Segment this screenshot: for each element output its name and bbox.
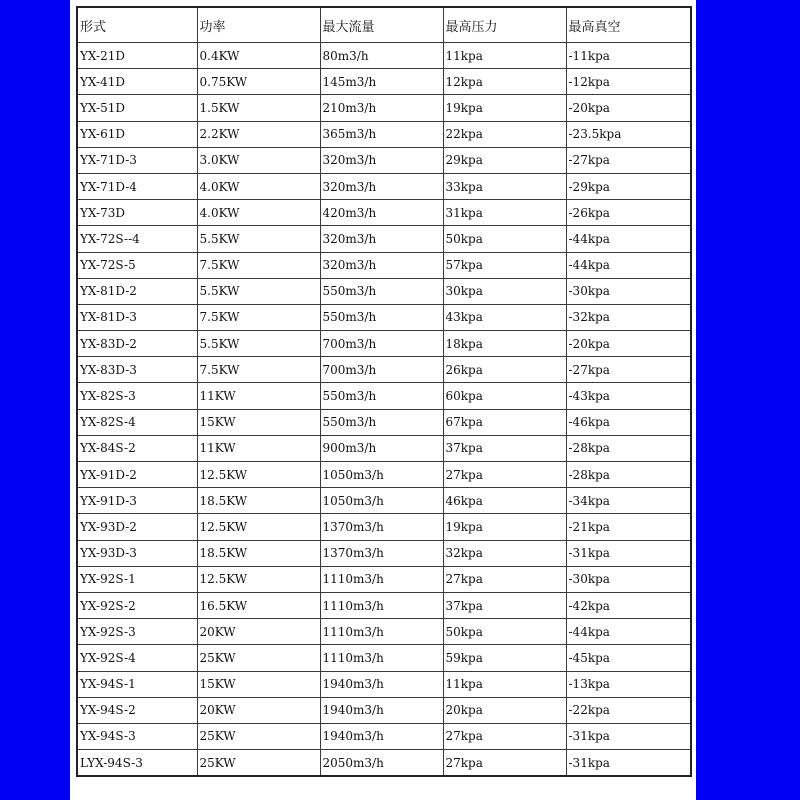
table-row xyxy=(77,619,691,645)
cell-max-pressure: 27kpa xyxy=(443,723,566,749)
table-row xyxy=(77,95,691,121)
cell-power: 25KW xyxy=(197,645,320,671)
cell-max-pressure: 37kpa xyxy=(443,592,566,618)
cell-power: 25KW xyxy=(197,723,320,749)
cell-max-flow: 550m3/h xyxy=(320,278,443,304)
cell-power: 12.5KW xyxy=(197,514,320,540)
cell-max-flow: 550m3/h xyxy=(320,304,443,330)
cell-max-vacuum: -28kpa xyxy=(566,462,691,488)
cell-max-pressure: 27kpa xyxy=(443,566,566,592)
table-row xyxy=(77,409,691,435)
cell-max-vacuum: -28kpa xyxy=(566,435,691,461)
cell-max-vacuum: -44kpa xyxy=(566,226,691,252)
cell-model: YX-83D-2 xyxy=(77,331,197,357)
cell-max-vacuum: -22kpa xyxy=(566,697,691,723)
cell-max-vacuum: -44kpa xyxy=(566,252,691,278)
cell-max-flow: 550m3/h xyxy=(320,409,443,435)
cell-max-pressure: 19kpa xyxy=(443,95,566,121)
table-row xyxy=(77,357,691,383)
cell-max-flow: 145m3/h xyxy=(320,69,443,95)
cell-max-pressure: 33kpa xyxy=(443,173,566,199)
cell-max-pressure: 19kpa xyxy=(443,514,566,540)
cell-model: YX-72S-5 xyxy=(77,252,197,278)
cell-max-pressure: 26kpa xyxy=(443,357,566,383)
cell-power: 0.75KW xyxy=(197,69,320,95)
table-row xyxy=(77,43,691,69)
cell-max-pressure: 37kpa xyxy=(443,435,566,461)
cell-power: 18.5KW xyxy=(197,540,320,566)
cell-model: LYX-94S-3 xyxy=(77,750,197,777)
cell-max-flow: 700m3/h xyxy=(320,331,443,357)
cell-model: YX-82S-3 xyxy=(77,383,197,409)
table-row xyxy=(77,435,691,461)
cell-max-pressure: 57kpa xyxy=(443,252,566,278)
header-model: 形式 xyxy=(77,7,197,43)
cell-max-vacuum: -42kpa xyxy=(566,592,691,618)
cell-power: 5.5KW xyxy=(197,331,320,357)
cell-model: YX-81D-2 xyxy=(77,278,197,304)
table-row xyxy=(77,383,691,409)
cell-power: 2.2KW xyxy=(197,121,320,147)
cell-max-pressure: 11kpa xyxy=(443,43,566,69)
cell-max-vacuum: -44kpa xyxy=(566,619,691,645)
cell-max-vacuum: -21kpa xyxy=(566,514,691,540)
cell-power: 0.4KW xyxy=(197,43,320,69)
cell-max-flow: 1940m3/h xyxy=(320,723,443,749)
cell-model: YX-92S-2 xyxy=(77,592,197,618)
cell-power: 11KW xyxy=(197,435,320,461)
table-row xyxy=(77,540,691,566)
header-row xyxy=(77,7,691,43)
cell-model: YX-91D-3 xyxy=(77,488,197,514)
header-max-pressure: 最高压力 xyxy=(443,7,566,43)
cell-max-vacuum: -32kpa xyxy=(566,304,691,330)
cell-max-vacuum: -30kpa xyxy=(566,566,691,592)
cell-model: YX-93D-2 xyxy=(77,514,197,540)
cell-power: 20KW xyxy=(197,697,320,723)
table-row xyxy=(77,645,691,671)
cell-power: 5.5KW xyxy=(197,278,320,304)
cell-max-flow: 1940m3/h xyxy=(320,697,443,723)
cell-max-vacuum: -43kpa xyxy=(566,383,691,409)
cell-max-flow: 320m3/h xyxy=(320,147,443,173)
cell-model: YX-41D xyxy=(77,69,197,95)
cell-max-flow: 1050m3/h xyxy=(320,462,443,488)
cell-power: 20KW xyxy=(197,619,320,645)
table-row xyxy=(77,226,691,252)
cell-max-flow: 550m3/h xyxy=(320,383,443,409)
header-power: 功率 xyxy=(197,7,320,43)
cell-max-pressure: 22kpa xyxy=(443,121,566,147)
cell-max-vacuum: -26kpa xyxy=(566,200,691,226)
cell-model: YX-92S-1 xyxy=(77,566,197,592)
cell-model: YX-83D-3 xyxy=(77,357,197,383)
cell-power: 5.5KW xyxy=(197,226,320,252)
cell-max-vacuum: -34kpa xyxy=(566,488,691,514)
cell-max-pressure: 46kpa xyxy=(443,488,566,514)
cell-max-pressure: 50kpa xyxy=(443,619,566,645)
table-row xyxy=(77,723,691,749)
cell-max-flow: 900m3/h xyxy=(320,435,443,461)
cell-max-flow: 320m3/h xyxy=(320,252,443,278)
cell-model: YX-61D xyxy=(77,121,197,147)
cell-max-pressure: 18kpa xyxy=(443,331,566,357)
table-row xyxy=(77,121,691,147)
cell-model: YX-72S--4 xyxy=(77,226,197,252)
cell-power: 1.5KW xyxy=(197,95,320,121)
cell-model: YX-82S-4 xyxy=(77,409,197,435)
cell-power: 16.5KW xyxy=(197,592,320,618)
table-row xyxy=(77,488,691,514)
table-row xyxy=(77,462,691,488)
cell-max-pressure: 12kpa xyxy=(443,69,566,95)
cell-power: 12.5KW xyxy=(197,462,320,488)
cell-max-flow: 320m3/h xyxy=(320,173,443,199)
cell-max-flow: 2050m3/h xyxy=(320,750,443,777)
cell-model: YX-21D xyxy=(77,43,197,69)
cell-power: 4.0KW xyxy=(197,173,320,199)
table-row xyxy=(77,147,691,173)
cell-power: 7.5KW xyxy=(197,252,320,278)
cell-model: YX-71D-3 xyxy=(77,147,197,173)
spec-sheet xyxy=(70,0,696,800)
cell-max-pressure: 29kpa xyxy=(443,147,566,173)
cell-model: YX-92S-3 xyxy=(77,619,197,645)
cell-model: YX-73D xyxy=(77,200,197,226)
table-row xyxy=(77,331,691,357)
cell-max-flow: 1050m3/h xyxy=(320,488,443,514)
cell-power: 4.0KW xyxy=(197,200,320,226)
cell-model: YX-94S-2 xyxy=(77,697,197,723)
cell-max-vacuum: -11kpa xyxy=(566,43,691,69)
cell-max-vacuum: -31kpa xyxy=(566,723,691,749)
table-row xyxy=(77,514,691,540)
table-row xyxy=(77,278,691,304)
cell-max-pressure: 11kpa xyxy=(443,671,566,697)
cell-power: 7.5KW xyxy=(197,304,320,330)
cell-max-pressure: 59kpa xyxy=(443,645,566,671)
cell-max-flow: 1110m3/h xyxy=(320,645,443,671)
table-row xyxy=(77,592,691,618)
cell-max-vacuum: -31kpa xyxy=(566,750,691,777)
table-row xyxy=(77,304,691,330)
cell-max-flow: 1940m3/h xyxy=(320,671,443,697)
cell-max-pressure: 67kpa xyxy=(443,409,566,435)
cell-max-flow: 365m3/h xyxy=(320,121,443,147)
cell-power: 7.5KW xyxy=(197,357,320,383)
cell-max-flow: 1110m3/h xyxy=(320,619,443,645)
cell-max-pressure: 27kpa xyxy=(443,462,566,488)
cell-max-vacuum: -29kpa xyxy=(566,173,691,199)
table-row xyxy=(77,750,691,777)
cell-max-vacuum: -13kpa xyxy=(566,671,691,697)
cell-max-flow: 1370m3/h xyxy=(320,514,443,540)
cell-power: 12.5KW xyxy=(197,566,320,592)
cell-max-vacuum: -20kpa xyxy=(566,95,691,121)
cell-max-flow: 320m3/h xyxy=(320,226,443,252)
cell-model: YX-94S-1 xyxy=(77,671,197,697)
cell-power: 18.5KW xyxy=(197,488,320,514)
table-row xyxy=(77,697,691,723)
table-body xyxy=(77,43,691,777)
cell-max-vacuum: -45kpa xyxy=(566,645,691,671)
cell-max-flow: 420m3/h xyxy=(320,200,443,226)
cell-max-vacuum: -46kpa xyxy=(566,409,691,435)
cell-max-flow: 80m3/h xyxy=(320,43,443,69)
cell-max-pressure: 32kpa xyxy=(443,540,566,566)
spec-table xyxy=(76,6,692,777)
cell-max-pressure: 31kpa xyxy=(443,200,566,226)
table-row xyxy=(77,200,691,226)
cell-max-vacuum: -27kpa xyxy=(566,357,691,383)
cell-max-pressure: 43kpa xyxy=(443,304,566,330)
cell-model: YX-51D xyxy=(77,95,197,121)
table-row xyxy=(77,566,691,592)
cell-max-pressure: 50kpa xyxy=(443,226,566,252)
cell-max-pressure: 30kpa xyxy=(443,278,566,304)
cell-model: YX-71D-4 xyxy=(77,173,197,199)
cell-max-vacuum: -12kpa xyxy=(566,69,691,95)
cell-max-pressure: 60kpa xyxy=(443,383,566,409)
cell-max-vacuum: -31kpa xyxy=(566,540,691,566)
cell-max-vacuum: -23.5kpa xyxy=(566,121,691,147)
cell-max-flow: 210m3/h xyxy=(320,95,443,121)
header-max-vacuum: 最高真空 xyxy=(566,7,691,43)
table-row xyxy=(77,252,691,278)
cell-model: YX-94S-3 xyxy=(77,723,197,749)
table-row xyxy=(77,173,691,199)
cell-model: YX-92S-4 xyxy=(77,645,197,671)
cell-max-flow: 1110m3/h xyxy=(320,592,443,618)
cell-power: 15KW xyxy=(197,409,320,435)
cell-max-vacuum: -30kpa xyxy=(566,278,691,304)
cell-model: YX-84S-2 xyxy=(77,435,197,461)
cell-model: YX-91D-2 xyxy=(77,462,197,488)
cell-max-flow: 1370m3/h xyxy=(320,540,443,566)
header-max-flow: 最大流量 xyxy=(320,7,443,43)
cell-power: 25KW xyxy=(197,750,320,777)
cell-max-flow: 1110m3/h xyxy=(320,566,443,592)
table-row xyxy=(77,69,691,95)
cell-max-flow: 700m3/h xyxy=(320,357,443,383)
table-row xyxy=(77,671,691,697)
cell-model: YX-81D-3 xyxy=(77,304,197,330)
cell-model: YX-93D-3 xyxy=(77,540,197,566)
cell-power: 3.0KW xyxy=(197,147,320,173)
cell-max-vacuum: -27kpa xyxy=(566,147,691,173)
cell-power: 15KW xyxy=(197,671,320,697)
cell-max-pressure: 20kpa xyxy=(443,697,566,723)
cell-max-pressure: 27kpa xyxy=(443,750,566,777)
cell-power: 11KW xyxy=(197,383,320,409)
cell-max-vacuum: -20kpa xyxy=(566,331,691,357)
